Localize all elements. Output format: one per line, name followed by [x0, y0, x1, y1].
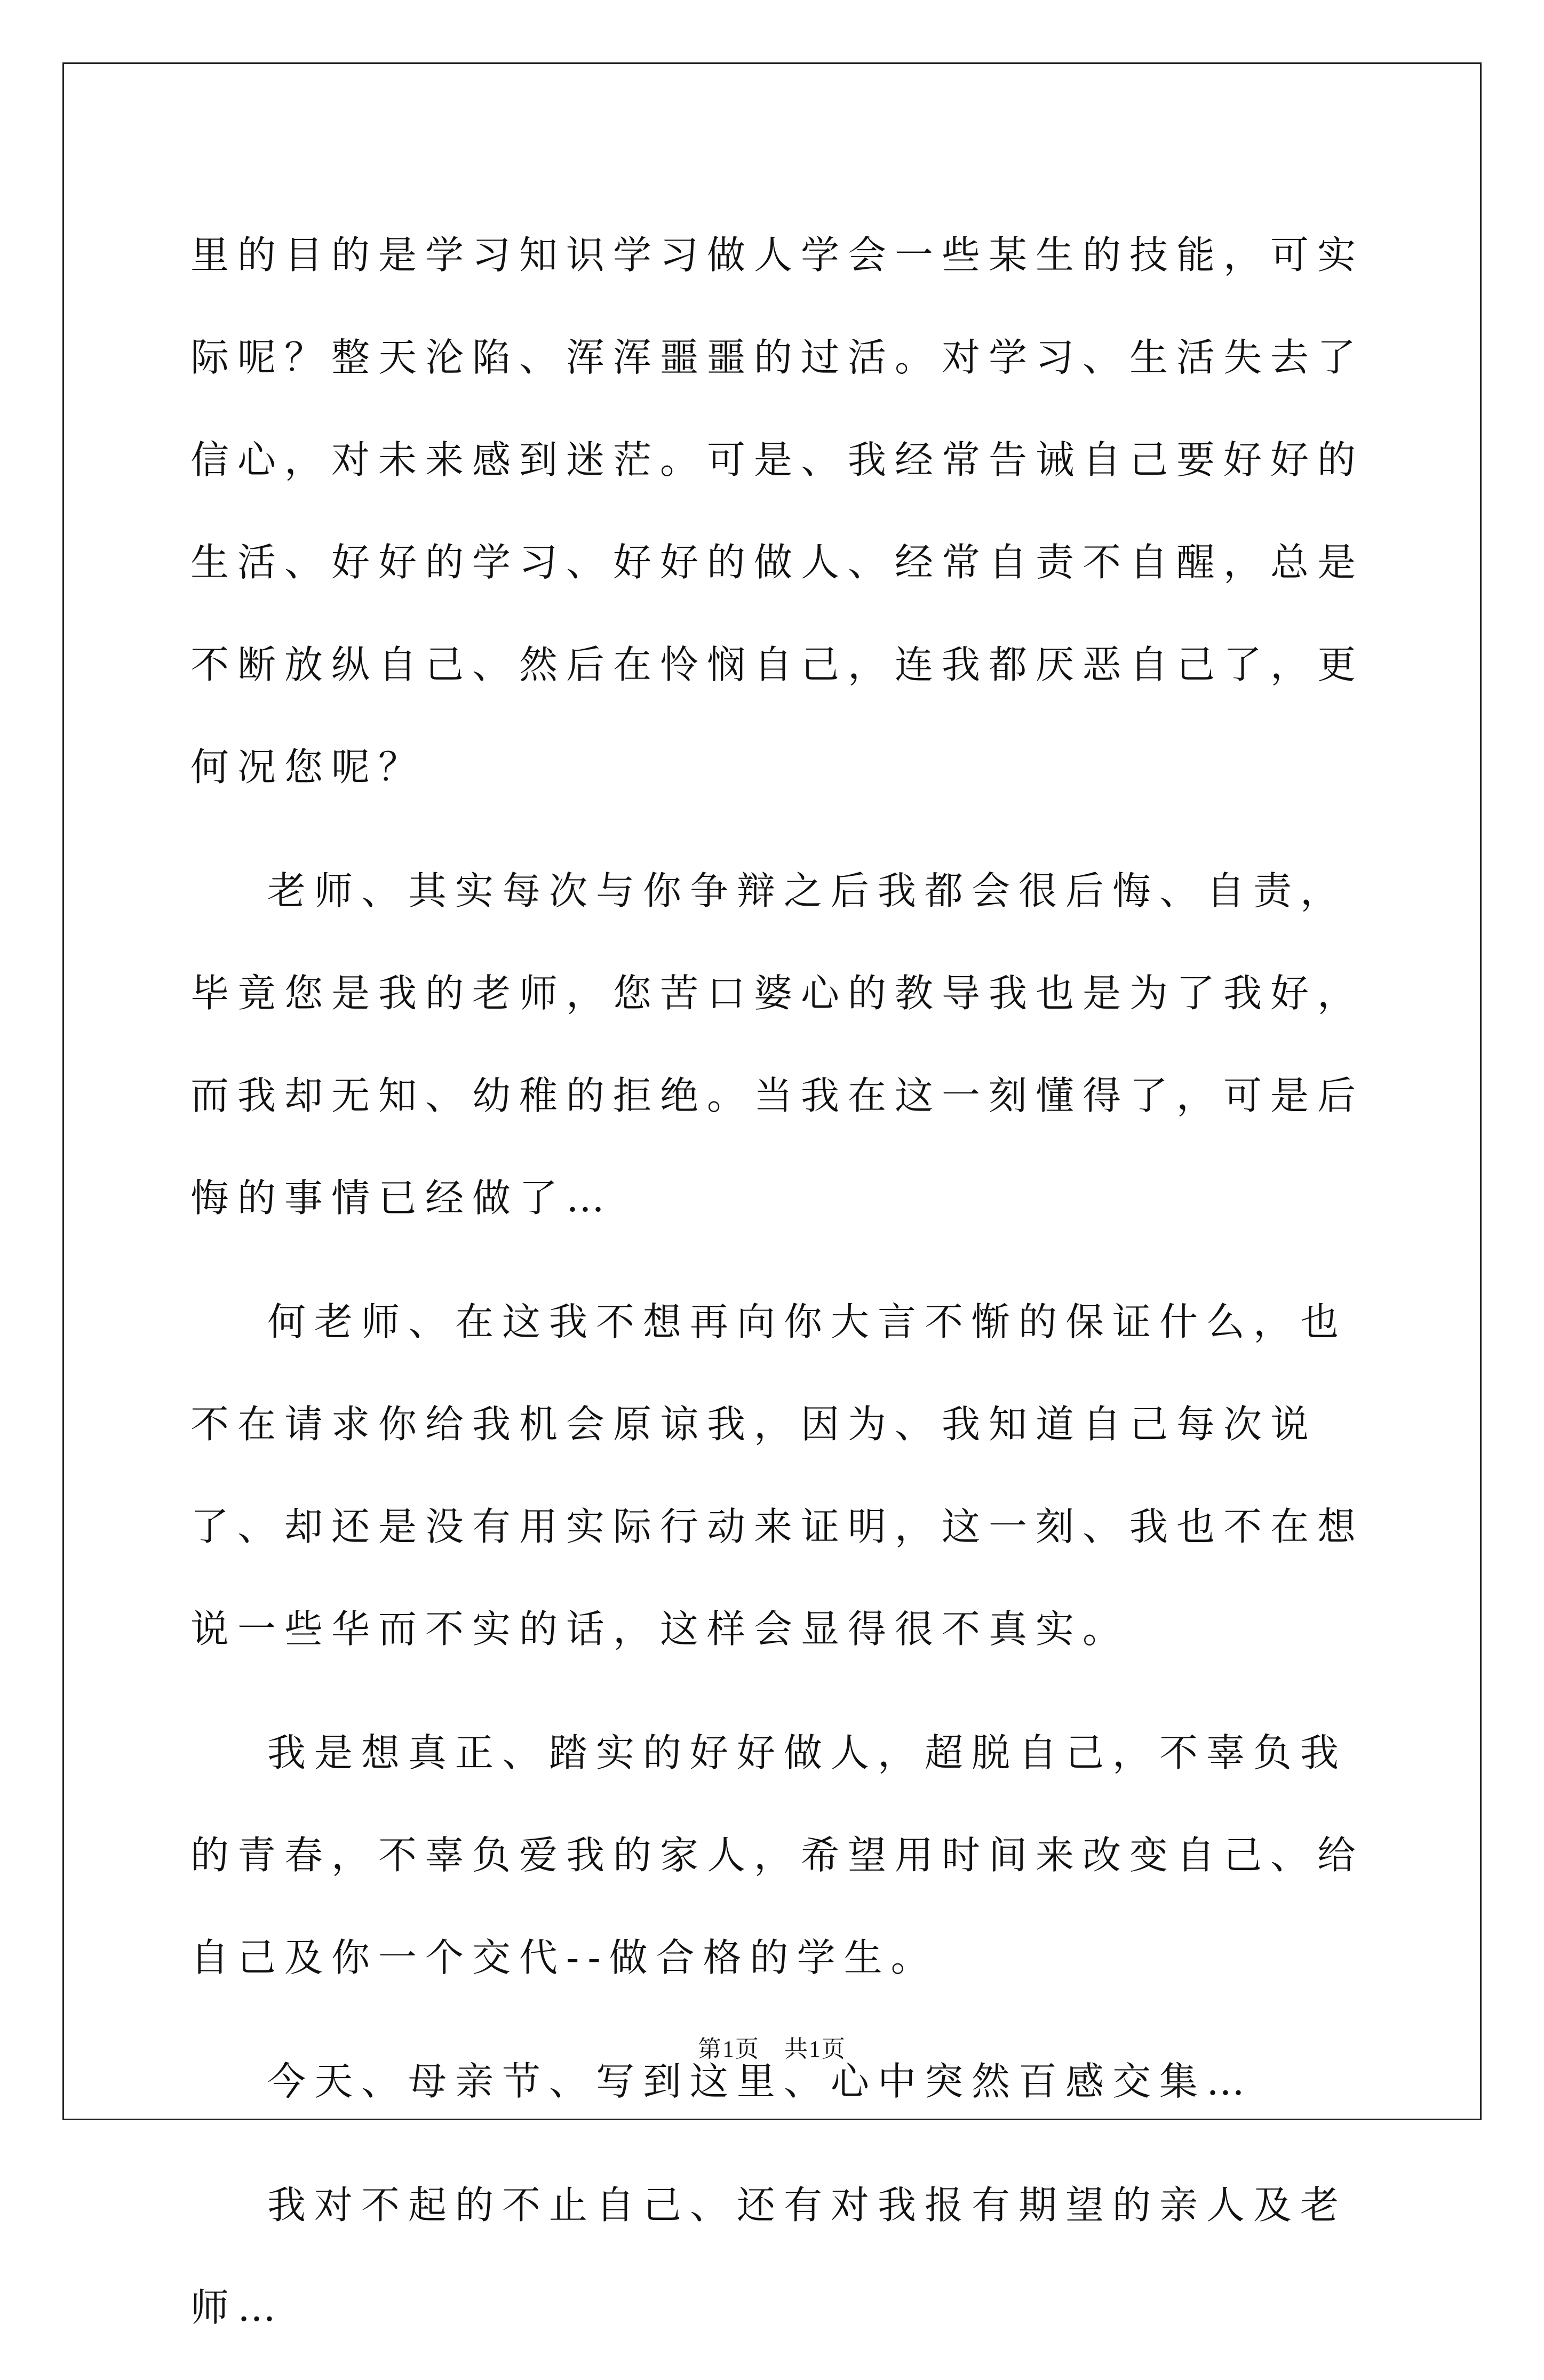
paragraph-2: 老师、其实每次与你争辩之后我都会很后悔、自责，毕竟您是我的老师，您苦口婆心的教导我也是为了我好，而我却无知、幼稚的拒绝。当我在这一刻懂得了，可是后悔的事情已经做了… [190, 868, 1365, 1220]
page-number-footer: 第1页 共1页 [698, 2036, 846, 2062]
paragraph-4: 我是想真正、踏实的好好做人，超脱自己，不辜负我的青春，不辜负爱我的家人，希望用时间来改变自己、给自己及你一个交代--做合格的学生。 [190, 1730, 1365, 1980]
paragraph-1: 里的目的是学习知识学习做人学会一些某生的技能，可实际呢？整天沦陷、浑浑噩噩的过活。对学习、生活失去了信心，对未来感到迷茫。可是、我经常告诫自己要好好的生活、好好的学习、好好的做人、经常自责不自醒，总是不断放纵自己、然后在怜悯自己，连我都厌恶自己了，更何况您呢？ [190, 233, 1365, 789]
paragraph-3: 何老师、在这我不想再向你大言不惭的保证什么，也不在请求你给我机会原谅我，因为、我知道自己每次说了、却还是没有用实际行动来证明，这一刻、我也不在想说一些华而不实的话，这样会显得很不真实。 [190, 1299, 1365, 1651]
paragraph-5: 今天、母亲节、写到这里、心中突然百感交集… [267, 2059, 1254, 2104]
paragraph-6: 我对不起的不止自己、还有对我报有期望的亲人及老师… [190, 2183, 1348, 2330]
